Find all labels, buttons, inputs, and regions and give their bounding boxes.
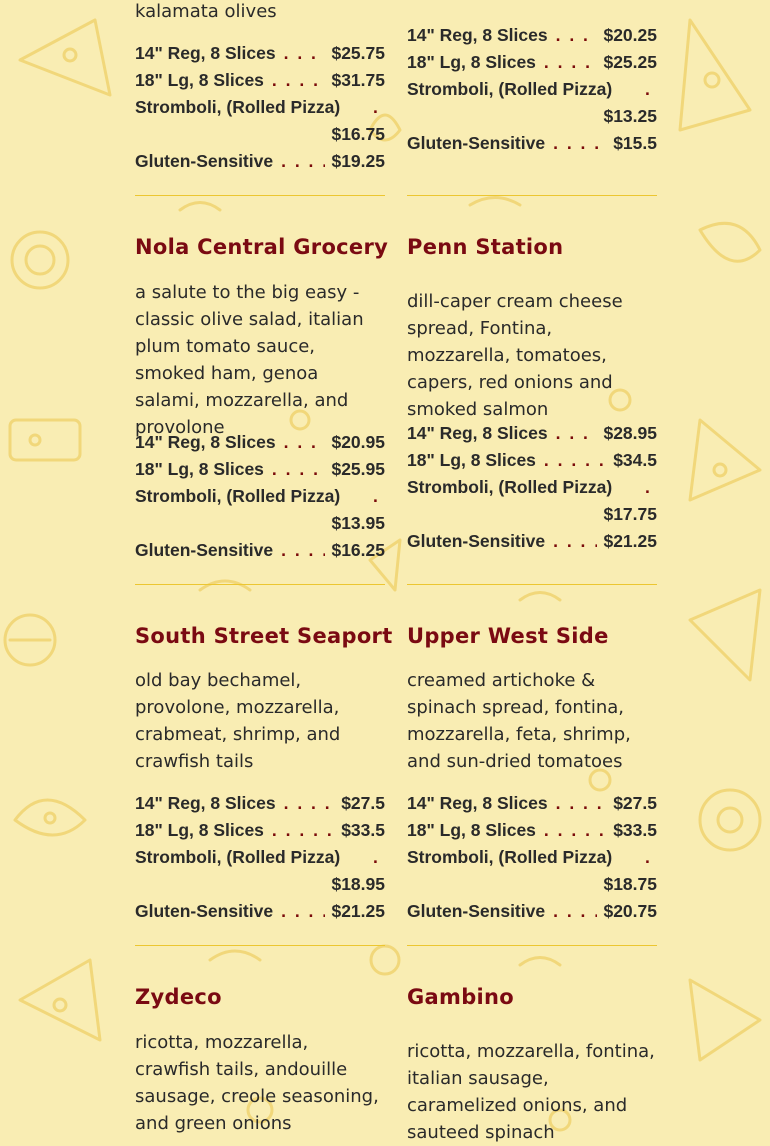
pizza-description: ricotta, mozzarella, crawfish tails, andouille sausage, creole seasoning, and green onions [135, 1032, 379, 1134]
nola-price-list [135, 429, 385, 564]
size-label: Gluten-Sensitive [135, 901, 274, 921]
size-label: Stromboli, (Rolled Pizza) [135, 847, 341, 867]
price-row [407, 474, 657, 528]
size-label: Gluten-Sensitive [407, 133, 546, 153]
price-value: $20.25 [603, 25, 657, 45]
price-row [135, 790, 385, 817]
price-row [135, 94, 385, 148]
divider [407, 195, 657, 196]
price-row [407, 447, 657, 474]
price-value: $18.75 [603, 874, 657, 894]
pizza-description: creamed artichoke & spinach spread, fontina, mozzarella, feta, shrimp, and sun-dried tomatoes [407, 670, 631, 772]
pizza-description: old bay bechamel, provolone, mozzarella, crabmeat, shrimp, and crawfish tails [135, 670, 341, 772]
size-label: 18" Lg, 8 Slices [135, 820, 264, 840]
pizza-description: dill-caper cream cheese spread, Fontina, mozzarella, tomatoes, capers, red onions and smoked salmon [407, 291, 623, 420]
price-row [135, 456, 385, 483]
price-value: $16.75 [331, 124, 385, 144]
price-value: $20.95 [331, 432, 385, 452]
price-row [407, 898, 657, 925]
pizza-title: Zydeco [135, 985, 222, 1009]
price-value: $34.5 [613, 450, 657, 470]
price-value: $28.95 [603, 423, 657, 443]
size-label: 18" Lg, 8 Slices [135, 459, 264, 479]
size-label: 18" Lg, 8 Slices [407, 820, 536, 840]
price-value: $33.5 [341, 820, 385, 840]
size-label: Stromboli, (Rolled Pizza) [135, 486, 341, 506]
price-value: $19.25 [331, 151, 385, 171]
top-left-section [135, 0, 385, 25]
price-value: $20.75 [603, 901, 657, 921]
size-label: Stromboli, (Rolled Pizza) [407, 477, 613, 497]
price-row [135, 40, 385, 67]
item-description: kalamata olives [135, 1, 277, 22]
price-value: $17.75 [603, 504, 657, 524]
price-value: $31.75 [331, 70, 385, 90]
price-value: $25.75 [331, 43, 385, 63]
size-label: Stromboli, (Rolled Pizza) [407, 79, 613, 99]
size-label: 14" Reg, 8 Slices [135, 793, 276, 813]
size-label: 14" Reg, 8 Slices [135, 432, 276, 452]
price-value: $25.95 [331, 459, 385, 479]
price-value: $15.5 [613, 133, 657, 153]
size-label: Gluten-Sensitive [135, 540, 274, 560]
price-row [407, 130, 657, 157]
price-row [135, 844, 385, 898]
price-row [135, 817, 385, 844]
size-label: 14" Reg, 8 Slices [407, 793, 548, 813]
seaport-price-list [135, 790, 385, 925]
pizza-description: a salute to the big easy - classic olive salad, italian plum tomato sauce, smoked ham, genoa salami, mozzarella, and provolone [135, 282, 364, 438]
price-value: $13.25 [603, 106, 657, 126]
price-value: $33.5 [613, 820, 657, 840]
size-label: 14" Reg, 8 Slices [135, 43, 276, 63]
price-value: $18.95 [331, 874, 385, 894]
pizza-title: Nola Central Grocery [135, 235, 389, 259]
pizza-title: Gambino [407, 985, 514, 1009]
price-value: $21.25 [331, 901, 385, 921]
price-row [407, 790, 657, 817]
penn-price-list [407, 420, 657, 555]
price-value: $13.95 [331, 513, 385, 533]
size-label: Gluten-Sensitive [407, 531, 546, 551]
divider [407, 584, 657, 585]
pizza-description: ricotta, mozzarella, fontina, italian sausage, caramelized onions, and sauteed spinach [407, 1041, 655, 1143]
size-label: Stromboli, (Rolled Pizza) [407, 847, 613, 867]
price-value: $25.25 [603, 52, 657, 72]
price-row [135, 148, 385, 175]
pizza-title: South Street Seaport [135, 624, 393, 648]
divider [135, 584, 385, 585]
pizza-title: Penn Station [407, 235, 564, 259]
divider [135, 195, 385, 196]
size-label: 18" Lg, 8 Slices [407, 450, 536, 470]
size-label: 18" Lg, 8 Slices [135, 70, 264, 90]
divider [135, 945, 385, 946]
size-label: 14" Reg, 8 Slices [407, 423, 548, 443]
price-row [135, 898, 385, 925]
price-value: $21.25 [603, 531, 657, 551]
top-left-price-list [135, 40, 385, 175]
uws-price-list [407, 790, 657, 925]
price-row [407, 49, 657, 76]
divider [407, 945, 657, 946]
price-row [407, 22, 657, 49]
price-value: $16.25 [331, 540, 385, 560]
price-row [135, 67, 385, 94]
price-row [407, 817, 657, 844]
price-value: $27.5 [613, 793, 657, 813]
size-label: 14" Reg, 8 Slices [407, 25, 548, 45]
price-row [407, 844, 657, 898]
price-value: $27.5 [341, 793, 385, 813]
price-row [407, 528, 657, 555]
size-label: Stromboli, (Rolled Pizza) [135, 97, 341, 117]
pizza-title: Upper West Side [407, 624, 609, 648]
size-label: 18" Lg, 8 Slices [407, 52, 536, 72]
size-label: Gluten-Sensitive [407, 901, 546, 921]
size-label: Gluten-Sensitive [135, 151, 274, 171]
price-row [135, 483, 385, 537]
price-row [407, 76, 657, 130]
price-row [135, 537, 385, 564]
price-row [135, 429, 385, 456]
price-row [407, 420, 657, 447]
top-right-price-list [407, 22, 657, 157]
